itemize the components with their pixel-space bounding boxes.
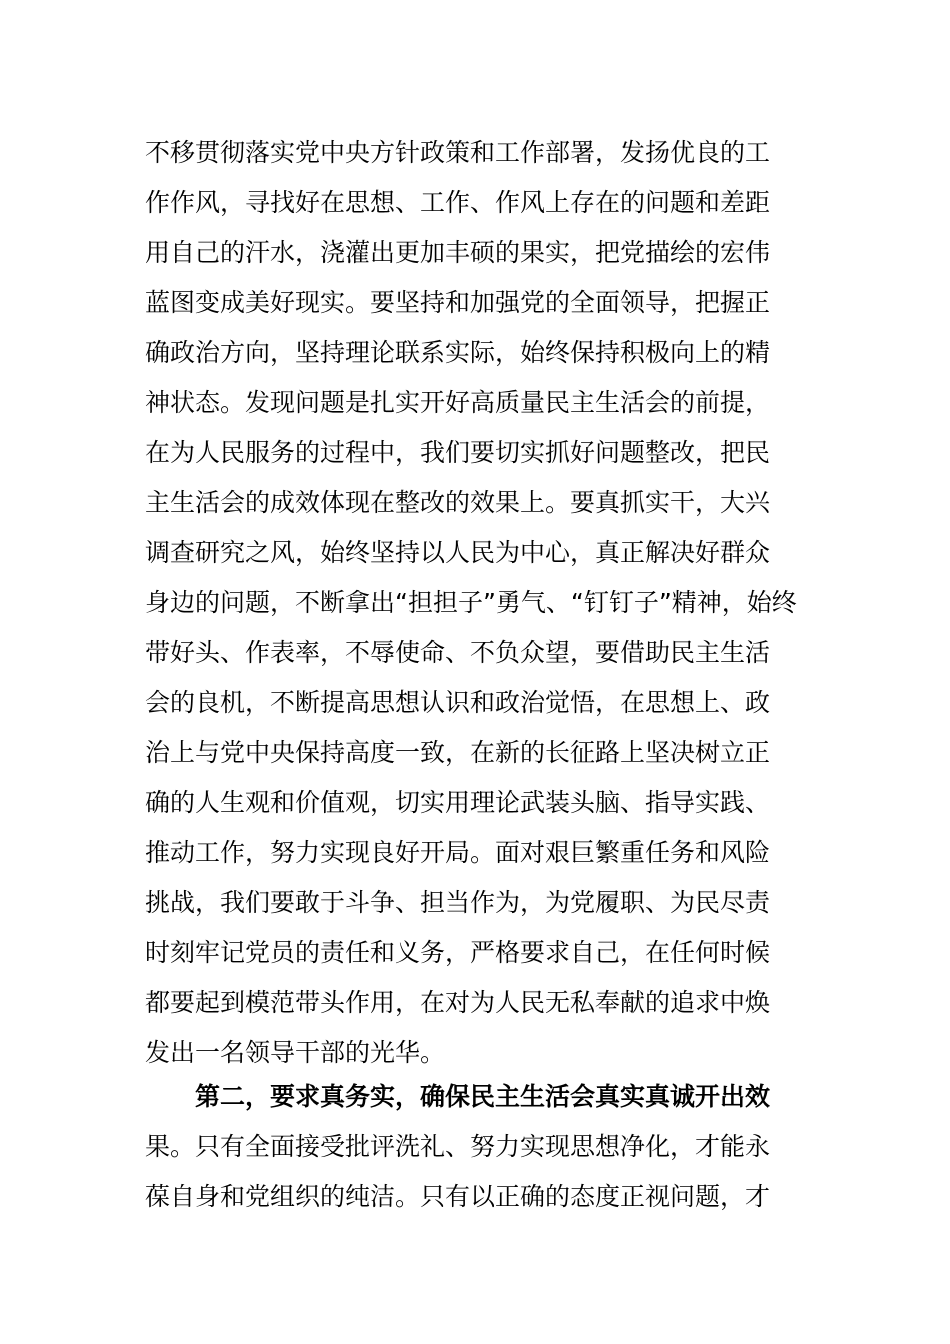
text-line: 神状态。发现问题是扎实开好高质量民主生活会的前提， xyxy=(145,388,771,417)
text-line: 挑战，我们要敢于斗争、担当作为，为党履职、为民尽责 xyxy=(145,888,771,917)
text-line: 确政治方向，坚持理论联系实际，始终保持积极向上的精 xyxy=(145,338,771,367)
text-line: 身边的问题，不断拿出“担担子”勇气、“钉钉子”精神，始终 xyxy=(145,588,797,617)
text-line: 都要起到模范带头作用，在对为人民无私奉献的追求中焕 xyxy=(145,988,771,1017)
text-line: 调查研究之风，始终坚持以人民为中心，真正解决好群众 xyxy=(145,538,771,567)
text-line: 不移贯彻落实党中央方针政策和工作部署，发扬优良的工 xyxy=(145,138,771,167)
paragraph-2-lead: 第二，要求真务实，确保民主生活会真实真诚开出效 xyxy=(195,1082,771,1111)
text-line: 发出一名领导干部的光华。 xyxy=(145,1038,446,1067)
text-line: 用自己的汗水，浇灌出更加丰硕的果实，把党描绘的宏伟 xyxy=(145,238,771,267)
text-line: 时刻牢记党员的责任和义务，严格要求自己，在任何时候 xyxy=(145,938,771,967)
text-line: 会的良机，不断提高思想认识和政治觉悟，在思想上、政 xyxy=(145,688,771,717)
text-line: 作作风，寻找好在思想、工作、作风上存在的问题和差距 xyxy=(145,188,771,217)
text-line: 确的人生观和价值观，切实用理论武装头脑、指导实践、 xyxy=(145,788,771,817)
text-line: 主生活会的成效体现在整改的效果上。要真抓实干，大兴 xyxy=(145,488,771,517)
text-line: 带好头、作表率，不辱使命、不负众望，要借助民主生活 xyxy=(145,638,771,667)
text-line: 果。只有全面接受批评洗礼、努力实现思想净化，才能永 xyxy=(145,1132,771,1161)
text-line: 葆自身和党组织的纯洁。只有以正确的态度正视问题，才 xyxy=(145,1182,771,1211)
text-line: 推动工作，努力实现良好开局。面对艰巨繁重任务和风险 xyxy=(145,838,771,867)
text-line: 治上与党中央保持高度一致，在新的长征路上坚决树立正 xyxy=(145,738,771,767)
text-line: 蓝图变成美好现实。要坚持和加强党的全面领导，把握正 xyxy=(145,288,771,317)
text-line: 在为人民服务的过程中，我们要切实抓好问题整改，把民 xyxy=(145,438,771,467)
